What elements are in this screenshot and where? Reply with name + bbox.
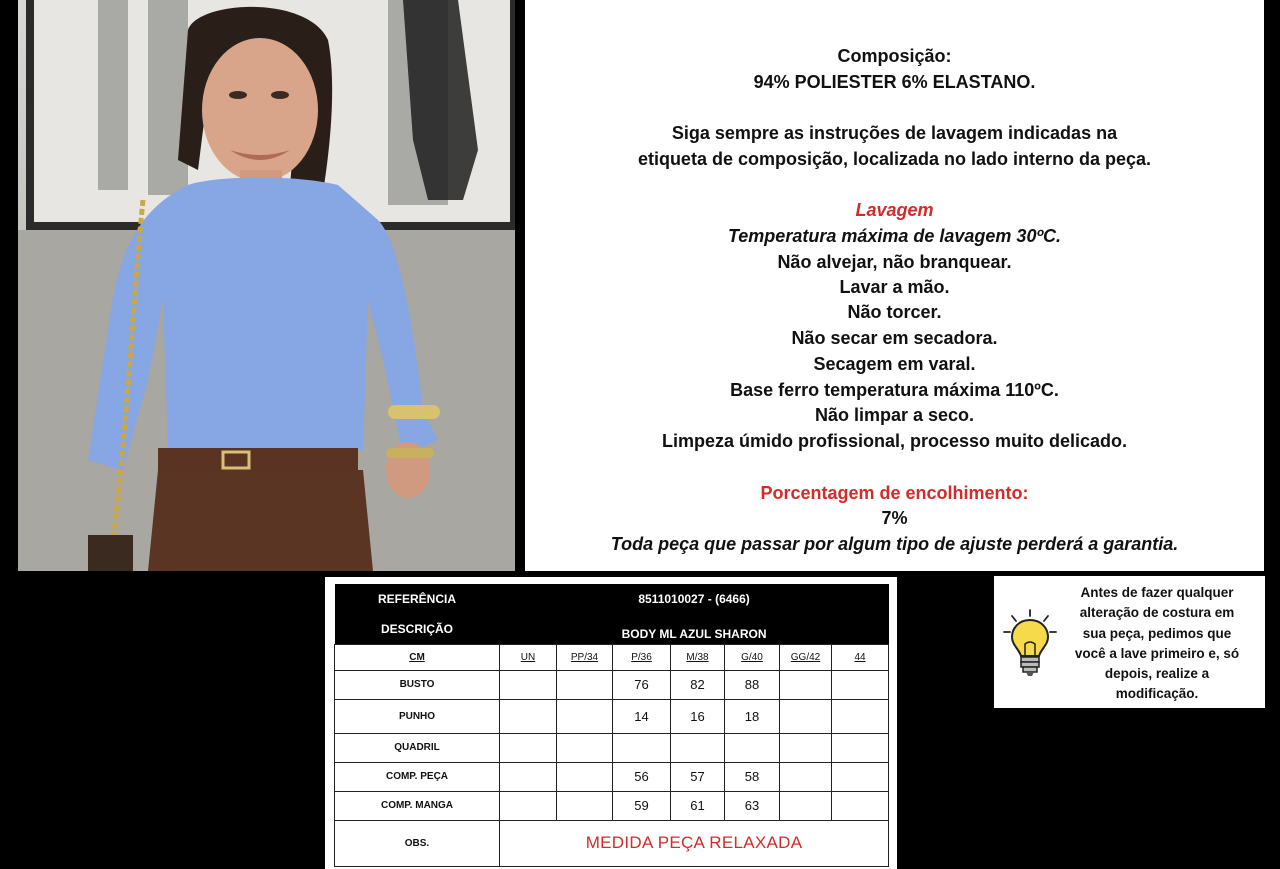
table-cell [557, 791, 613, 820]
obs-value: MEDIDA PEÇA RELAXADA [500, 820, 889, 866]
table-cell: 57 [671, 762, 725, 791]
table-cell: 14 [613, 699, 671, 733]
table-cell: 88 [725, 670, 780, 699]
washing-item: Temperatura máxima de lavagem 30ºC. [727, 226, 1062, 246]
table-cell: 82 [671, 670, 725, 699]
table-row [335, 762, 889, 791]
washing-item: Secagem em varal. [813, 354, 976, 374]
column-header: PP/34 [557, 644, 613, 670]
warranty-note: Toda peça que passar por algum tipo de ajuste perderá a garantia. [610, 534, 1179, 554]
composition-value: 94% POLIESTER 6% ELASTANO. [753, 72, 1036, 92]
row-label: COMP. MANGA [335, 791, 500, 820]
table-cell [500, 762, 557, 791]
table-cell [780, 699, 832, 733]
table-row [335, 791, 889, 820]
table-cell [832, 699, 889, 733]
table-cell [780, 670, 832, 699]
row-label: BUSTO [335, 670, 500, 699]
washing-item: Não torcer. [847, 302, 942, 322]
table-cell [832, 762, 889, 791]
tip-line: você a lave primeiro e, só [1074, 645, 1240, 661]
face [202, 38, 318, 182]
instructions-line-2: etiqueta de composição, localizada no lado interno da peça. [637, 149, 1152, 169]
table-cell [557, 670, 613, 699]
column-header: UN [500, 644, 557, 670]
reference-value: 8511010027 - (6466) [500, 584, 889, 614]
table-cell: 16 [671, 699, 725, 733]
table-cell: 18 [725, 699, 780, 733]
tip-text [1062, 583, 1252, 705]
lightbulb-icon [1002, 608, 1058, 685]
table-cell: 56 [613, 762, 671, 791]
description-value: BODY ML AZUL SHARON [500, 614, 889, 644]
reference-label: REFERÊNCIA [335, 584, 500, 614]
table-cell [780, 733, 832, 762]
description-label: DESCRIÇÃO [335, 614, 500, 644]
column-header: GG/42 [780, 644, 832, 670]
table-row [335, 699, 889, 733]
table-cell [557, 733, 613, 762]
shrinkage-heading: Porcentagem de encolhimento: [760, 483, 1029, 503]
table-cell [557, 762, 613, 791]
bracelet [388, 405, 440, 419]
column-header: CM [335, 644, 500, 670]
table-cell [832, 733, 889, 762]
obs-label: OBS. [335, 820, 500, 866]
washing-item: Não alvejar, não branquear. [777, 252, 1012, 272]
row-label: QUADRIL [335, 733, 500, 762]
table-row [335, 733, 889, 762]
tip-line: Antes de fazer qualquer [1080, 585, 1234, 600]
column-header: M/38 [671, 644, 725, 670]
column-header: 44 [832, 644, 889, 670]
washing-item: Base ferro temperatura máxima 110ºC. [730, 380, 1059, 400]
table-cell [500, 733, 557, 762]
size-chart-sheet [325, 577, 897, 869]
column-header: G/40 [725, 644, 780, 670]
table-cell: 76 [613, 670, 671, 699]
composition-title: Composição: [837, 46, 952, 66]
washing-item: Não secar em secadora. [791, 328, 998, 348]
handbag [88, 535, 133, 571]
model-illustration [18, 0, 515, 571]
washing-item: Limpeza úmido profissional, processo muito delicado. [661, 431, 1128, 451]
table-cell [780, 791, 832, 820]
obs-row [335, 820, 889, 866]
washing-heading: Lavagem [855, 200, 934, 220]
table-cell [500, 699, 557, 733]
table-cell: 63 [725, 791, 780, 820]
brown-trousers [148, 470, 373, 571]
column-header: P/36 [613, 644, 671, 670]
tip-line: alteração de costura em [1079, 605, 1235, 621]
belt [158, 448, 358, 470]
washing-item: Lavar a mão. [839, 277, 950, 297]
table-cell [832, 791, 889, 820]
table-cell: 59 [613, 791, 671, 820]
shrinkage-value: 7% [881, 508, 908, 528]
table-cell [832, 670, 889, 699]
table-cell [500, 791, 557, 820]
table-cell [671, 733, 725, 762]
table-cell [725, 733, 780, 762]
tip-line: depois, realize a [1104, 666, 1210, 682]
instructions-line-1: Siga sempre as instruções de lavagem indicadas na [671, 123, 1118, 143]
table-cell: 58 [725, 762, 780, 791]
row-label: PUNHO [335, 699, 500, 733]
product-photo [18, 0, 515, 571]
table-cell [500, 670, 557, 699]
care-instructions-panel [525, 0, 1264, 571]
size-table [334, 584, 889, 867]
washing-item: Não limpar a seco. [814, 405, 975, 425]
washing-tip-box [994, 576, 1265, 708]
row-label: COMP. PEÇA [335, 762, 500, 791]
tip-line: modificação. [1115, 686, 1199, 702]
table-cell: 61 [671, 791, 725, 820]
table-cell [780, 762, 832, 791]
tip-line: sua peça, pedimos que [1082, 625, 1232, 641]
table-row [335, 670, 889, 699]
table-cell [557, 699, 613, 733]
table-cell [613, 733, 671, 762]
